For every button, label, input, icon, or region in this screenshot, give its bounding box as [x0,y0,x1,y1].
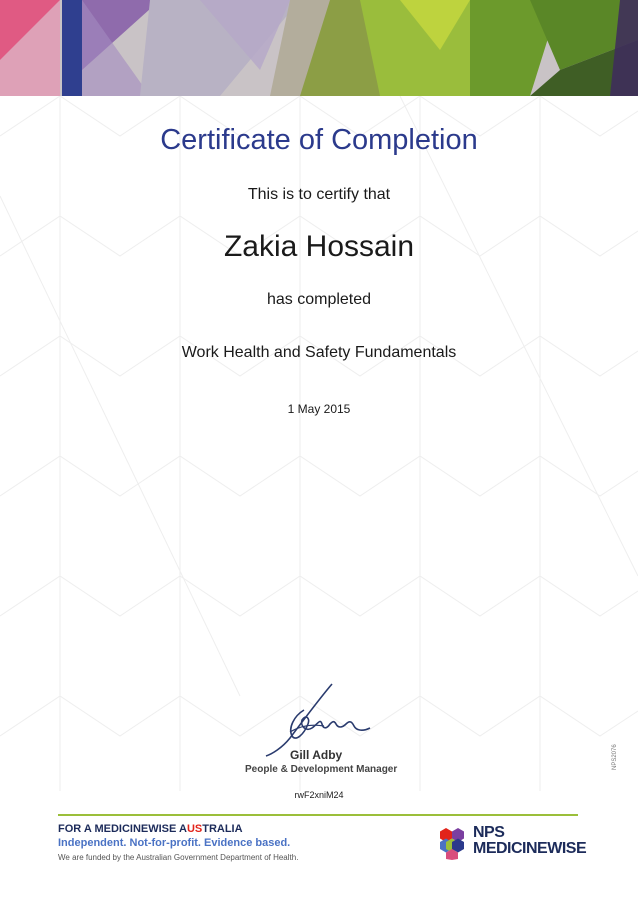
footer-tagline-primary [58,823,243,835]
completion-date: 1 May 2015 [287,402,351,416]
nps-hexagon-logo-icon [435,826,469,860]
tagline-prefix: FOR A MEDICINEWISE A [58,823,187,835]
side-reference-code: NPS2076 [612,744,618,770]
footer-tagline-secondary: Independent. Not-for-profit. Evidence based. [58,837,291,849]
decorative-banner [0,0,638,96]
tagline-suffix: TRALIA [202,823,243,835]
course-name: Work Health and Safety Fundamentals [181,344,457,361]
footer-divider [58,814,578,816]
certificate-title: Certificate of Completion [160,124,478,156]
recipient-name: Zakia Hossain [223,230,415,263]
signatory-name: Gill Adby [290,748,343,762]
footer-funding-note: We are funded by the Australian Government Department of Health. [58,853,299,862]
signature-icon [260,680,376,758]
certify-line: This is to certify that [247,186,391,203]
brand-name-line-2: MEDICINEWISE [473,840,587,857]
tagline-accent: US [186,823,203,835]
brand-name-line-1: NPS [473,824,505,841]
signatory-role: People & Development Manager [245,764,398,775]
verification-code: rwF2xniM24 [294,790,344,800]
completed-line: has completed [266,291,372,308]
